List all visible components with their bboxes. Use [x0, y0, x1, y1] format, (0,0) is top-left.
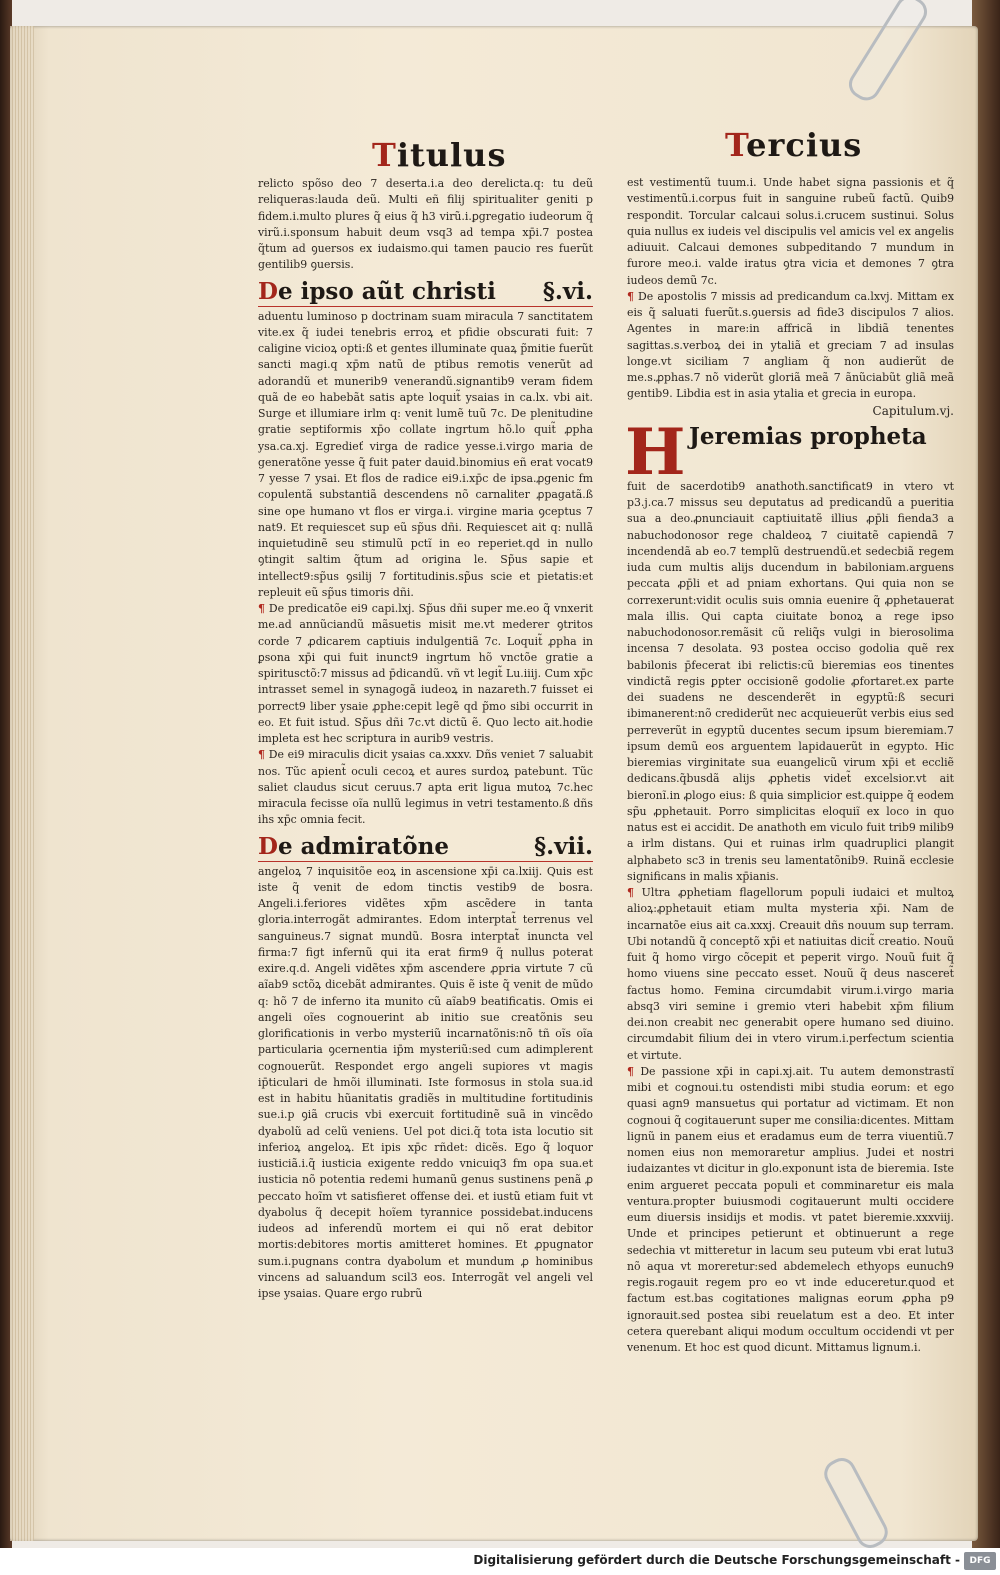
- paragraph-mark-icon: ¶: [627, 886, 634, 899]
- paragraph: [627, 885, 954, 1064]
- paragraph: aduentu luminoso p doctrinam suam miracula 7 sanctitatem vite.ex q̃ iudei tenebris erroꝝ et pfidie obscurati fuit: 7 caligine vicioꝝ opti:ß et gentes illuminate quaꝝ p̃mitie fuerũt sancti magi.q xp̄m natũ de ptibus remotis venerũt ad adorandũ et munerib9 venerandũ.signantib9 veram fidem quã de eo habebãt satis apte loquit̃ ysaias in ca.lx. vbi ait. Surge et illumiare irlm q: venit lumẽ tuũ 7c. De plenitudine gratie septiformis xp̄o collate ingrtum hõ.lo quit̃ ꝓpha ysa.ca.xj. Egredieť virga de radice yesse.i.virgo maria de generatõne yesse q̃ fuit pater dauid.binomius eñ erat vocat9 7 yesse 7 ysai. Et flos de radice ei9.i.xp̄c de ipsa.ꝓgenic fm copulentã substantiã descendens nõ carnaliter ꝓpagatã.ß sine ope humano vt flos er virga.i. virgine maria ꝯceptus 7 nat9. Et requiescet sup eũ sp̃us dñi. Requiescet ait q: nullã inquietudinẽ seu stimulũ pctĩ in eo reperiet.qd in nullo ꝯtingit saltim q̃tum ad origina le. Sp̃us sapie et intellect9:sp̃us ꝯsilij 7 fortitudinis.sp̃us scie et pietatis:et repleuit eũ sp̃us timoris dñi.: [258, 309, 593, 599]
- left-intro-paragraph: relicto spõso deo 7 deserta.i.a deo derelicta.q: tu deũ reliqueras:lauda deũ. Multi eñ filij spiritualiter geniti p fidem.i.multo plures q̃ eius q̃ h3 virũ.i.ꝑgregatio iudeorum q̃ virũ.i.sponsum habuit deum vsq3 ad tempa xp̄i.7 postea q̃tum ad ꝯuersos ex iudaismo.qui tamen paucio res fuerũt gentilib9 ꝯuersis.: [258, 177, 593, 272]
- paragraph-text: De ei9 miraculis dicit ysaias ca.xxxv. Dñs veniet 7 saluabit nos. Tũc apient̃ oculi cecoꝝ et aures surdoꝝ patebunt. Tũc saliet claudus sicut ceruus.7 apta erit ligua mutoꝝ 7c.hec miracula fecisse oĩa nullũ legimus in vetri testamento.ß dñs ihs xp̄c omnia fecit.: [258, 748, 593, 827]
- paragraph-mark-icon: ¶: [627, 289, 634, 303]
- section-heading-vii: [258, 833, 593, 862]
- section-title: De admiratõne: [258, 832, 449, 860]
- paragraph-mark-icon: ¶: [258, 602, 265, 615]
- paragraph-text: De apostolis 7 missis ad predicandum ca.lxvj. Mittam ex eis q̃ saluati fuerũt.s.ꝯuersis ad fide3 discipulos 7 alios. Agentes in mare:in affricã in libdiã tenentes sagittas.s.verboꝝ dei in ytaliã et greciam 7 ad insulas longe.vt siciliam 7 angliam q̃ non audierũt de me.s.ꝓphas.7 nõ viderũt gloriã meã 7 ãnũciabũt gliã meã gentib9. Libdia est in asia ytalia et grecia in europa.: [627, 289, 954, 401]
- running-title-left: Titulus: [372, 136, 507, 174]
- paragraph: [258, 601, 593, 747]
- left-column: [258, 176, 593, 1302]
- paragraph-text: De passione xp̄i in capi.xj.ait. Tu autem demonstrastĩ mibi et cognoui.tu ostendisti mibi studia eorum: et ego quasi agn9 mansuetus qui portatur ad victimam. Et non cognoui q̃ cogitauerunt super me consilia:dicentes. Mittam lignũ in panem eius et eradamus eum de terra viuentiũ.7 nomen eius non memoraretur amplius. Judei et nostri iudaizantes vt dicitur in glo.exponunt ista de bieremia. Iste enim argueret peccata populi et comminaretur eis mala ventura.propter buiusmodi cogitauerunt multi occidere eum diuersis insidijs et modis. vt patet bieremie.xxxviij. Unde et principes petierunt et obtinuerunt a rege sedechia vt mitteretur in lacum seu puteum vbi erat lutu3 nõ aqua vt moreretur:sed abdemelech ethyops eunuch9 regis.rogauit regem pro eo vt inde educeretur.quod et factum est.bas cogitationes malignas eorum ꝓpha p9 ignorauit.sed postea sibi reuelatum est a deo. Et inter cetera querebant aliqui modum occultum occidendi vt per venenum. Et hoc est quod dicunt. Mittamus lignum.i.: [627, 1064, 954, 1354]
- section-title: Jeremias propheta: [689, 422, 927, 450]
- paragraph-mark-icon: ¶: [627, 1064, 634, 1078]
- paragraph: [627, 1064, 954, 1357]
- paragraph-mark-icon: ¶: [258, 748, 265, 762]
- funding-notice: Digitalisierung gefördert durch die Deutsche Forschungsgemeinschaft -: [473, 1553, 960, 1567]
- right-intro-paragraph: est vestimentũ tuum.i. Unde habet signa passionis et q̃ vestimentũ.i.corpus fuit in sanguine rubeũ factũ. Quib9 respondit. Torcular calcaui solus.i.crucem sustinui. Solus quia nullus ex iudeis vel discipulis vel amicis vel ex angelis adiuuit. Calcaui demones subpeditando 7 mundum in furore meo.i. valde iratus ꝯtra vicia et demones 7 ꝯtra iudeos demũ 7c.: [627, 176, 954, 287]
- paragraph: [258, 747, 593, 828]
- paragraph: angeloꝝ 7 inquisitõe eoꝝ in ascensione xp̄i ca.lxiij. Quis est iste q̃ venit de edom tinctis vestib9 de bosra. Angeli.i.feriores vidẽtes xp̄m ascẽdere in tanta gloria.interrogãt admirantes. Edom interptat̃ terrenus vel sanguineus.7 signat mundũ. Bosra interptat̃ inuncta vel firma:7 figt infernũ qui ita erat firm9 q̃ nullus poterat exire.q.d. Angeli vidẽtes xp̄m ascendere ꝓpria virtute 7 cũ aĩab9 sctõꝝ dicebãt admirantes. Quis ẽ iste q̃ venit de mũdo q: hõ 7 de inferno ita munito cũ aĩab9 beatificatis. Omis ei angeli oĩes cognouerint ab initio sue creatõnis seu glorificationis in verbo mysteriũ incarnatõnis:nõ tñ oĩs oĩa particularia ꝯcernentia ip̄m mysteriũ:sed cum adimplerent cognouerũt. Respondet ergo angeli supiores vt magis ip̄ticulari de hmõi illuminati. Iste formosus in stola sua.id est in habitu hũanitatis gradiẽs in multitudine fortitudinis sue.i.p ꝯiã crucis vbi exercuit fortitudinẽ suã in vincẽdo dyabolũ ad celũ veniens. Uel pot dici.q̃ tota ista locutio sit inferioꝝ angeloꝝ. Et ipis xp̄c rñdet: dicẽs. Ego q̃ loquor iusticiã.i.q̃ iusticia exigente reddo vnicuiq3 fm opa sua.et iusticia nõ potentia redemi humanũ genus sustinens penã ꝓ peccato hoĩm vt satisfieret offense dei. et iustũ etiam fuit vt dyabolus q̃ decepit hoĩem tyrannice possidebat.inducens iudeos ad inferendũ mortem ei qui nõ erat debitor mortis:debitores mortis amitteret homines. Et ꝓpugnator sum.i.pugnans contra dyabolum et mundum ꝓ hominibus vincens ad saluandum scil3 eos. Interrogãt vel angeli vel ipse ysaias. Quare ergo rubrũ: [258, 864, 593, 1300]
- paragraph-text: Ultra ꝓphetiam flagellorum populi iudaici et multoꝝ alioꝝ:ꝓphetauit etiam multa mysteria xp̄i. Nam de incarnatõe eius ait ca.xxxj. Creauit dñs nouum sup terram. Ubi notandũ q̃ conceptõ xp̄i et natiuitas dicit̃ creatio. Nouũ fuit q̃ homo virgo cõcepit et peperit virgo. Nouũ fuit q̃ homo viuens sine peccato esset. Nouũ q̃ deus nasceret̃ factus homo. Femina circumdabit virum.i.virgo maria absq3 viri semine i gremio vteri habebit xp̄m filium dei.non creabit nec generabit opere humano sed diuino. circumdabit filium dei in vtero virum.i.perfectum scientia et virtute.: [627, 886, 954, 1062]
- right-column: [627, 175, 954, 1356]
- chapter-label: Capitulum.vj.: [872, 403, 954, 418]
- section-title: De ipso aũt christi: [258, 277, 496, 305]
- section-heading-vi: [258, 278, 593, 307]
- paragraph: fuit de sacerdotib9 anathoth.sanctificat9 in vtero vt p3.j.ca.7 missus seu deputatus ad predicandũ a pueritia sua a deo.ꝓnunciauit captiuitatẽ illius ꝓp̄li fienda3 a nabuchodonosor rege chaldeoꝝ 7 ciuitatẽ capiendã 7 incendendã ab eo.7 templũ destruendũ.et sedecbiã regem iuda cum multis alijs ducendum in babiloniam.arguens peccata ꝓp̄li et ad pniam exhortans. Qui quia non se correxerunt:vidit oculis suis omnia euenire q̃ ꝓphetauerat mala illis. Qui capta ciuitate bonoꝝ a rege ipso nabuchodonosor.remãsit cũ reliq̃s vulgi in bierosolima incensa 7 desolata. Ꝯ3 postea occiso godolia quẽ rex babilonis p̄fecerat ibi relictis:cũ bieremias eos tinentes vindictã regis ꝑpter occisionẽ godolie ꝓfortaret.ex parte dei suadens ne descenderẽt in egyptũ:ß securi ibimanerent:nõ crediderũt nec acquieuerũt verbis eius sed perreverũt in egyptũ ducentes secum ipsum bieremiam.7 ipsum demũ eos arguentem lapidauerũt in egypto. Hic bieremias virginitate sua euangelicũ virum xp̄i et eccliẽ dedicans.q̃busdã alijs ꝓphetis videt̃ excelsior.vt ait bieronĩ.in ꝓlogo eius: ß quia simplicior est.quippe q̃ eodem sp̃u ꝓphetauit. Porro simplicitas eloquiĩ ex loco in quo natus est ei accidit. De anathoth em viculo fuit trib9 milib9 a irlm distans. Qui et ruinas irlm quadruplici plangit alphabeto sc3 in trenis seu lamentatõnib9. Ruinã ecclesie significans in malis xp̄ianis.: [627, 479, 954, 883]
- dfg-logo: DFG: [964, 1552, 996, 1570]
- paragraph: [627, 289, 954, 403]
- section-mark: §.vi.: [542, 277, 593, 305]
- decorated-initial: H: [625, 414, 686, 490]
- section-mark: §.vii.: [534, 832, 593, 860]
- paragraph-text: De predicatõe ei9 capi.lxj. Sp̃us dñi super me.eo q̃ vnxerit me.ad annũciandũ mãsuetis misit me.vt mederer ꝯtritos corde 7 ꝓdicarem captiuis indulgentiã 7c. Loquit̃ ꝓpha in ꝑsona xp̄i qui fuit inunct9 ingrtum hõ vnctõe gratie a spiritusctõ:7 missus ad p̄dicandũ. vñ vt legit̃ Lu.iiij. Cum xp̄c intrasset semel in synagogã iudeoꝝ in nazareth.7 fuisset ei porrect9 liber ysaie ꝓphe:cepit legẽ qd p̃mo sibi occurrit in eo. Et fuit istud. Sp̃us dñi 7c.vt dictũ ẽ. Quo lecto ait.hodie impleta est hec scriptura in aurib9 vestris.: [258, 602, 594, 745]
- section-heading-jeremias: [625, 414, 954, 490]
- page-edges: [10, 26, 34, 1541]
- footer-bar: [0, 1548, 1000, 1575]
- running-title-right: Tercius: [725, 126, 863, 164]
